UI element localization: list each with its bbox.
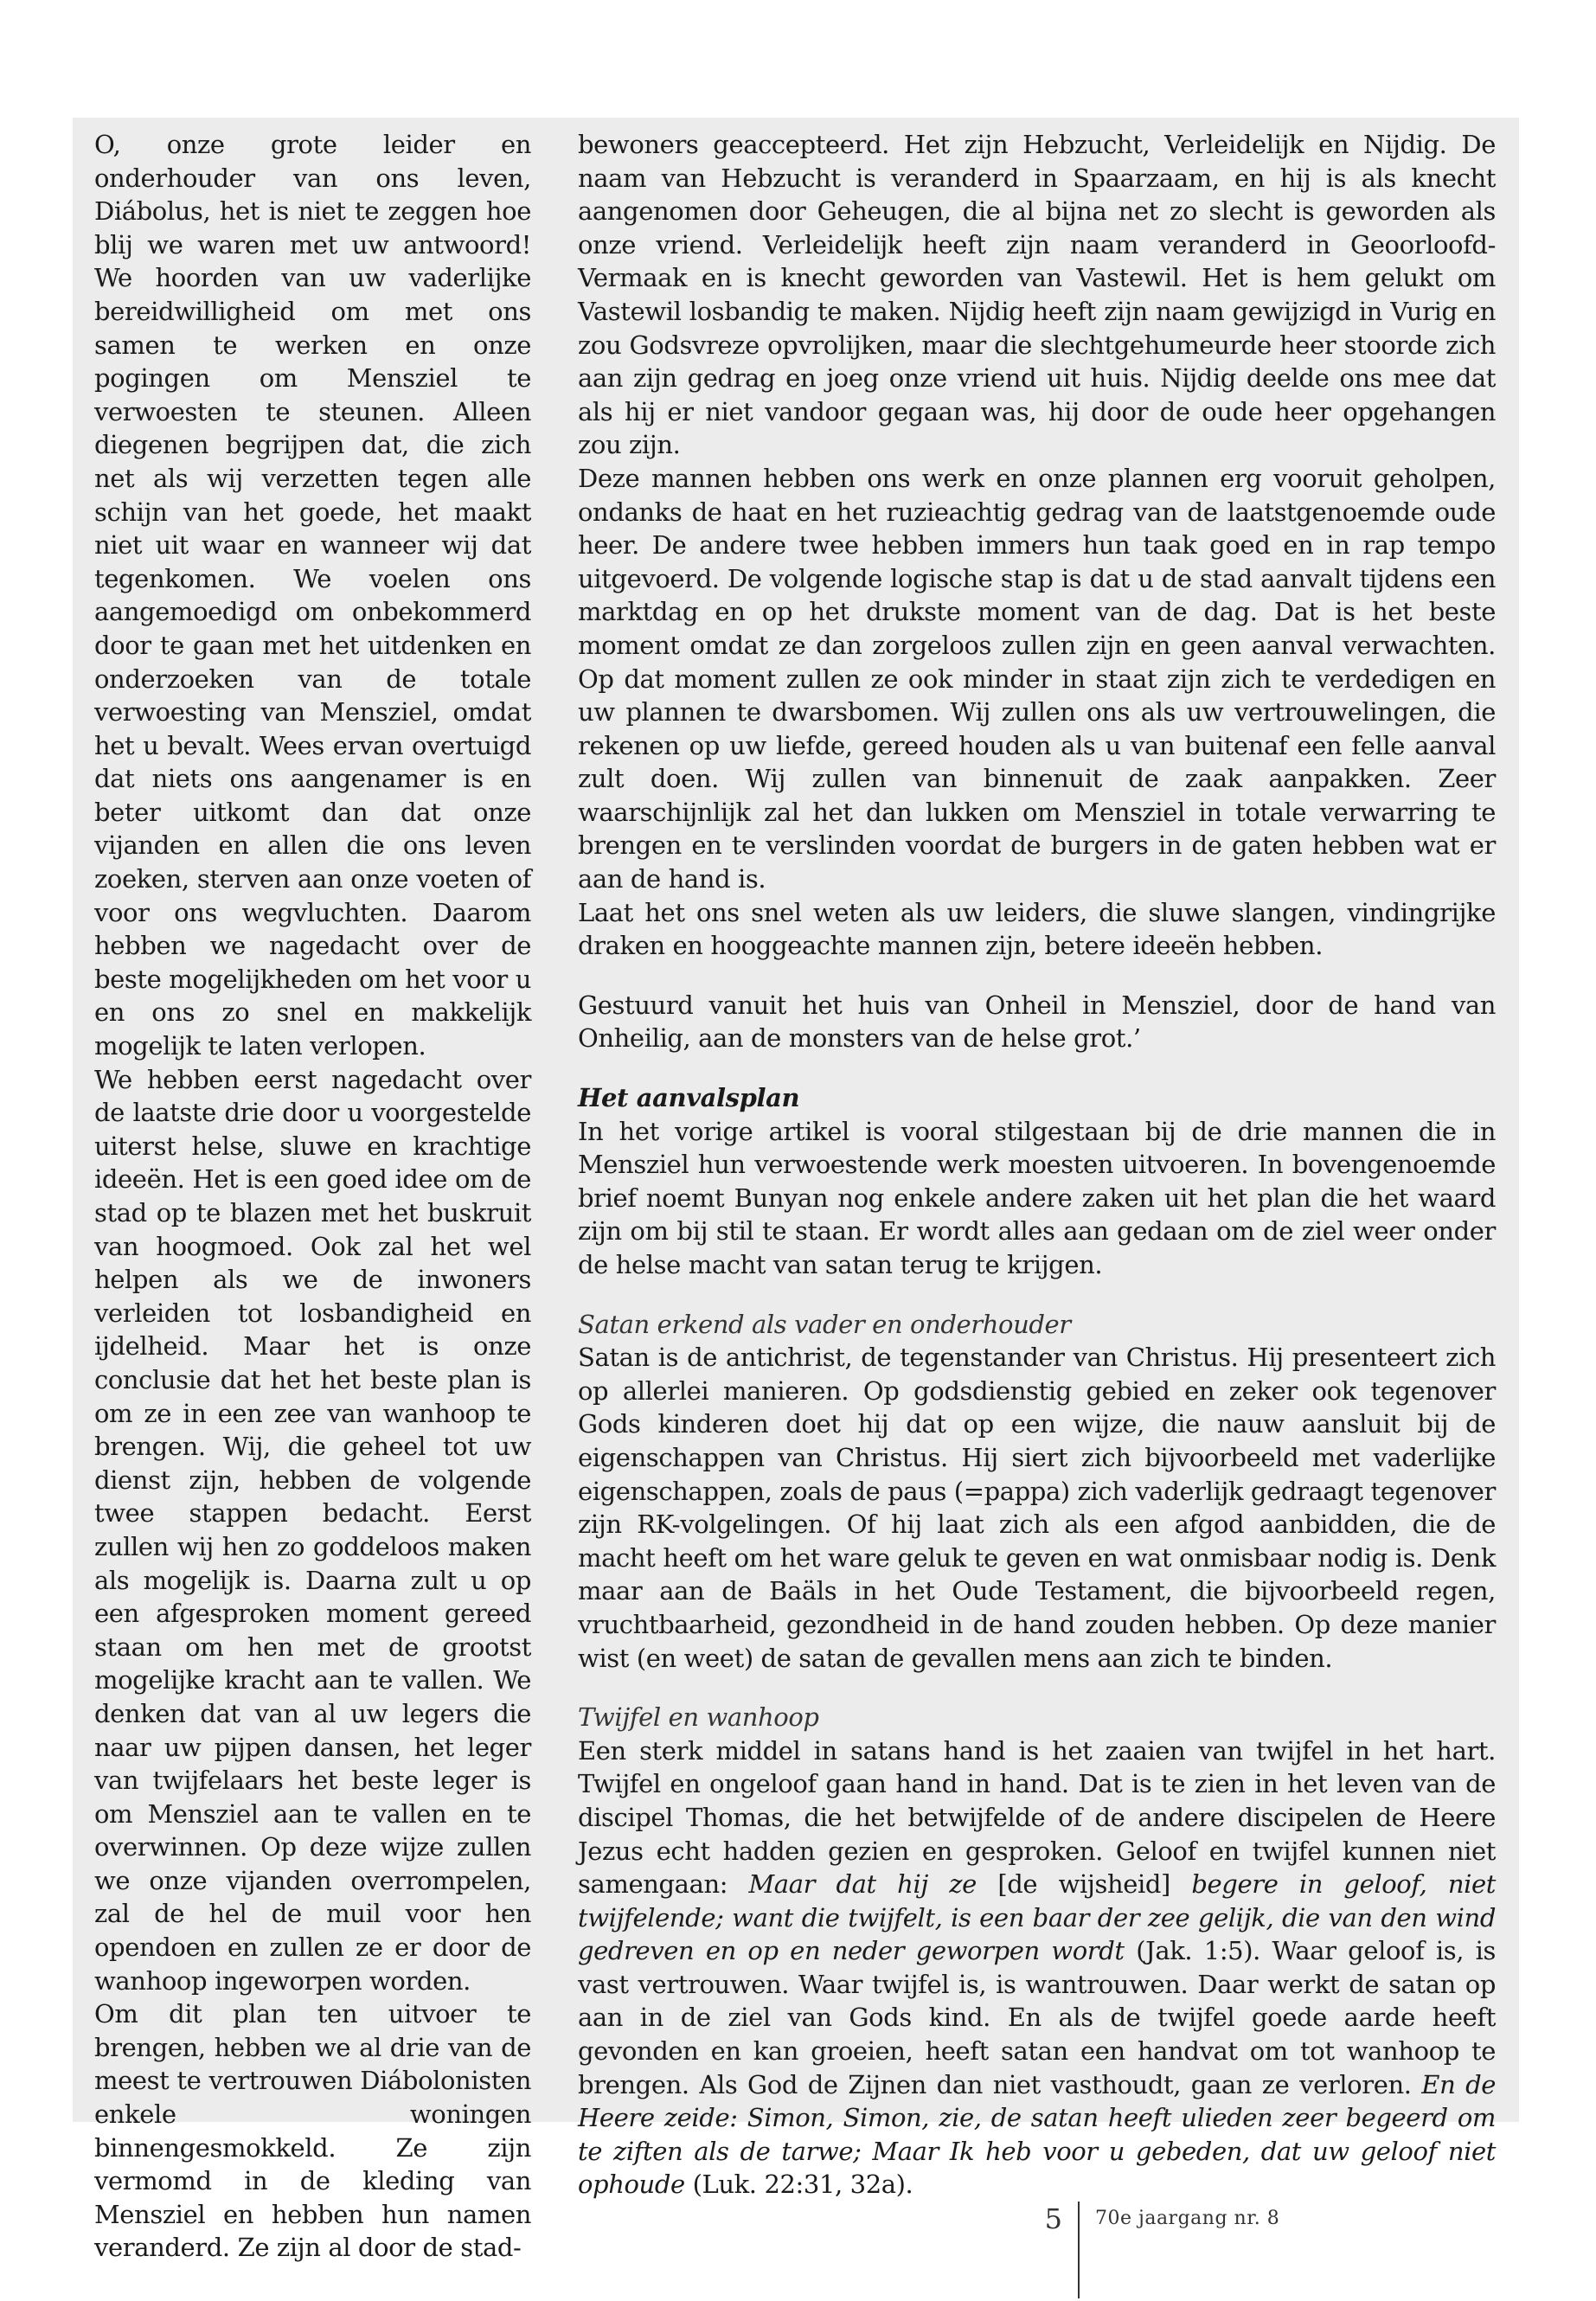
bible-quote-jak-1: Maar dat hij ze [748,1869,977,1900]
right-column [578,128,1496,2202]
journal-issue: 70e jaargang nr. 8 [1095,2208,1280,2229]
satan-paragraph: Satan is de antichrist, de tegenstander van Christus. Hij presenteert zich op allerlei manieren. Op godsdienstig gebied en zeker ook tegenover Gods kinderen doet hij dat op een wijze, die nauw aansluit bij de eigenschappen van Christus. Hij siert zich bijvoorbeeld met vaderlijke eigenschappen, zoals de paus (=pappa) zich vaderlijk gedraagt tegenover zijn RK-volgelingen. Of hij laat zich als een afgod aanbidden, die de macht heeft om het ware geluk te geven en wat onmisbaar nodig is. Denk maar aan de Baäls in het Oude Testament, die bijvoorbeeld regen, vruchtbaarheid, gezondheid in de hand zouden hebben. Op deze manier wist (en weet) de satan de gevallen mens aan zich te binden. [578,1343,1496,1673]
letter-paragraph-5: Deze mannen hebben ons werk en onze plannen erg vooruit geholpen, ondanks de haat en het ruzieachtig gedrag van de laatstgenoemde oude heer. De andere twee hebben immers hun taak goed en in rap tempo uitgevoerd. De volgende logische stap is dat u de stad aanvalt tijdens een marktdag en op het drukste moment van de dag. Dat is het beste moment omdat ze dan zorgeloos zullen zijn en geen aanval verwachten. Op dat moment zullen ze ook minder in staat zijn zich te verdedigen en uw plannen te dwarsbomen. Wij zullen ons als uw vertrouwelingen, die rekenen op uw liefde, gereed houden als u van buitenaf een felle aanval zult doen. Wij zullen van binnenuit de zaak aanpakken. Zeer waarschijnlijk zal het dan lukken om Mensziel in totale verwarring te brengen en te verslinden voordat de burgers in de gaten hebben wat er aan de hand is. [578,463,1496,894]
aanvalsplan-paragraph: In het vorige artikel is vooral stilgestaan bij de drie mannen die in Mensziel hun verwoestende werk moesten uitvoeren. In bovengenoemde brief noemt Bunyan nog enkele andere zaken uit het plan die het waard zijn om bij stil te staan. Er wordt alles aan gedaan om de ziel weer onder de helse macht van satan terug te krijgen. [578,1116,1496,1279]
letter-paragraph-6: Laat het ons snel weten als uw leiders, die sluwe slangen, vindingrijke draken en hooggeachte mannen zijn, betere ideeën hebben. [578,897,1496,961]
bible-quote-jak-2: begere in geloof, niet twijfelende; want die twijfelt, is een baar der zee gelijk, die van den wind gedreven en op en neder geworpen wordt [578,1869,1497,1966]
section-heading-aanvalsplan: Het aanvalsplan [578,1083,800,1113]
letter-paragraph-2: We hebben eerst nagedacht over de laatste drie door u voorgestelde uiterst helse, sluwe en krachtige ideeën. Het is een goed idee om de stad op te blazen met het buskruit van hoogmoed. Ook zal het wel helpen als we de inwoners verleiden tot losbandigheid en ijdelheid. Maar het is onze conclusie dat het het beste plan is om ze in een zee van wanhoop te brengen. Wij, die geheel tot uw dienst zijn, hebben de volgende twee stappen bedacht. Eerst zullen wij hen zo goddeloos maken als mogelijk is. Daarna zult u op een afgesproken moment gereed staan om hen met de grootst mogelijke kracht aan te vallen. We denken dat van al uw legers die naar uw pijpen dansen, het leger van twijfelaars het beste leger is om Mensziel aan te vallen en te overwinnen. Op deze wijze zullen we onze vijanden overrompelen, zal de hel de muil voor hen opendoen en zullen ze er door de wanhoop ingeworpen worden. [94,1064,531,1996]
page-number: 5 [1044,2202,1062,2235]
bracket-note: [de wijsheid] [976,1869,1192,1900]
letter-paragraph-3: Om dit plan ten uitvoer te brengen, hebben we al drie van de meest te vertrouwen Diábolonisten enkele woningen binnengesmokkeld. Ze zijn vermomd in de kleding van Mensziel en hebben hun namen veranderd. Ze zijn al door de stad- [94,1999,531,2263]
twijfel-text-2: (Jak. 1:5). Waar geloof is, is vast vertrouwen. Waar twijfel is, is wantrouwen. Daar werkt de satan op aan in de ziel van Gods kind. En als de twijfel goede aarde heeft gevonden en kan groeien, heeft satan een handvat om tot wanhoop te brengen. Als God de Zijnen dan niet vasthoudt, gaan ze verloren. [578,1936,1496,2099]
reference-luk: (Luk. 22:31, 32a). [684,2170,913,2200]
section-heading-satan: Satan erkend als vader en onderhouder [578,1309,1071,1339]
letter-signature: Gestuurd vanuit het huis van Onheil in Mensziel, door de hand van Onheilig, aan de monsters van de helse grot.’ [578,990,1496,1054]
twijfel-text-1: Een sterk middel in satans hand is het zaaien van twijfel in het hart. Twijfel en ongeloof gaan hand in hand. Dat is te zien in het leven van de discipel Thomas, die het betwijfelde of de andere discipelen de Heere Jezus echt hadden gezien en gesproken. Geloof en twijfel kunnen niet samengaan: [578,1735,1496,1900]
left-column [94,128,531,2265]
twijfel-paragraph [578,1734,1496,2202]
bible-quote-luk: En de Heere zeide: Simon, Simon, zie, de satan heeft ulieden zeer begeerd om te ziften als de tarwe; Maar Ik heb voor u gebeden, dat uw geloof niet ophoude [578,2069,1496,2200]
page-footer [1012,2202,1279,2298]
letter-paragraph-4: bewoners geaccepteerd. Het zijn Hebzucht, Verleidelijk en Nijdig. De naam van Hebzucht is veranderd in Spaarzaam, en hij is als knecht aangenomen door Geheugen, die al bijna net zo slecht is geworden als onze vriend. Verleidelijk heeft zijn naam veranderd in Geoorloofd-Vermaak en is knecht geworden van Vastewil. Het is hem gelukt om Vastewil losbandig te maken. Nijdig heeft zijn naam gewijzigd in Vurig en zou Godsvreze opvrolijken, maar die slechtgehumeurde heer stoorde zich aan zijn gedrag en joeg onze vriend uit huis. Nijdig deelde ons mee dat als hij er niet vandoor gegaan was, hij door de oude heer opgehangen zou zijn. [578,130,1496,460]
section-heading-twijfel: Twijfel en wanhoop [578,1702,819,1733]
letter-paragraph-1: O, onze grote leider en onderhouder van ons leven, Diábolus, het is niet te zeggen hoe blij we waren met uw antwoord! We hoorden van uw vaderlijke bereidwilligheid om met ons samen te werken en onze pogingen om Mensziel te verwoesten te steunen. Alleen diegenen begrijpen dat, die zich net als wij verzetten tegen alle schijn van het goede, het maakt niet uit waar en wanneer wij dat tegenkomen. We voelen ons aangemoedigd om onbekommerd door te gaan met het uitdenken en onderzoeken van de totale verwoesting van Mensziel, omdat het u bevalt. Wees ervan overtuigd dat niets ons aangenamer is en beter uitkomt dan dat onze vijanden en allen die ons leven zoeken, sterven aan onze voeten of voor ons wegvluchten. Daarom hebben we nagedacht over de beste mogelijkheden om het voor u en ons zo snel en makkelijk mogelijk te laten verlopen. [94,130,531,1061]
